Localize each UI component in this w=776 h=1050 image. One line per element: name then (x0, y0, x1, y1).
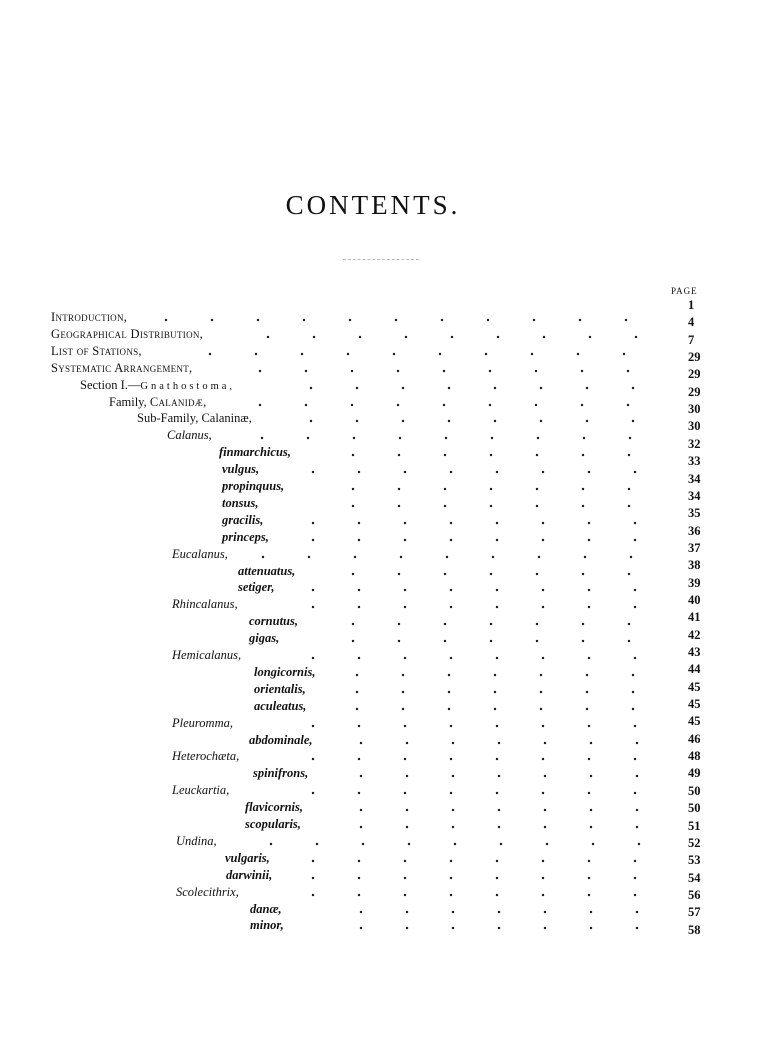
toc-entry-title: Rhincalanus, (172, 597, 238, 612)
toc-entry-title: gracilis, (222, 512, 264, 527)
page-number: 29 (688, 367, 701, 382)
dot-leader (290, 856, 664, 866)
toc-entry-title: Leuckartia, (172, 783, 230, 798)
dot-leader (338, 907, 664, 917)
toc-entry-title: scopularis, (245, 817, 301, 831)
toc-entry-label (253, 766, 308, 781)
page-number: 41 (688, 610, 701, 625)
toc-entry-title: princeps, (222, 529, 269, 544)
page-number: 49 (688, 766, 701, 781)
dot-leader (290, 585, 664, 595)
page-number: 34 (688, 488, 701, 503)
toc-entry-label (222, 479, 284, 494)
page-number: 45 (688, 697, 701, 712)
page-number: 30 (688, 419, 701, 434)
toc-entry-label (172, 749, 239, 764)
page-title: CONTENTS. (285, 190, 461, 220)
toc-entry-title: Undina, (176, 833, 217, 848)
dot-leader (288, 416, 664, 426)
page-number: 35 (688, 506, 701, 521)
toc-entry-title: minor, (250, 918, 284, 933)
toc-entry-label (167, 428, 212, 443)
dot-leader (330, 484, 664, 494)
toc-entry-label (51, 310, 127, 325)
page-number: 4 (688, 315, 695, 330)
toc-entry-label (176, 885, 239, 900)
page-number: 48 (688, 749, 701, 764)
toc-entry-label (176, 834, 217, 849)
toc-entry-label (222, 530, 269, 545)
toc-entry-label (172, 783, 229, 798)
page-number: 57 (688, 905, 701, 920)
toc-entry-label (219, 445, 291, 460)
toc-entry-title: Heterochæta, (172, 749, 240, 764)
dot-leader (240, 552, 664, 562)
toc-entry-label (80, 378, 235, 393)
page-number: 36 (688, 523, 701, 538)
dot-leader (290, 721, 664, 731)
page-number: 52 (688, 835, 701, 850)
page-number: 38 (688, 558, 701, 573)
toc-entry-label (254, 699, 306, 714)
toc-entry-title: vulgus, (222, 462, 260, 477)
dot-leader (248, 839, 664, 849)
dot-leader (187, 349, 664, 359)
dot-leader (334, 670, 664, 680)
title-rule (343, 259, 419, 261)
toc-entry-label (238, 580, 274, 595)
toc-entry-title: danæ, (250, 901, 282, 916)
toc-entry-label (222, 462, 259, 477)
page-number: 40 (688, 592, 701, 607)
page-number: 46 (688, 731, 701, 746)
page-number: 53 (688, 853, 701, 868)
dot-leader (334, 704, 664, 714)
page-number: 7 (688, 332, 695, 347)
toc-entry-title: Scolecithrix, (176, 884, 239, 899)
dot-leader (330, 569, 664, 579)
toc-entry-title: List of Stations, (51, 343, 142, 358)
page-number: 45 (688, 679, 701, 694)
toc-entry-title: Systematic Arrangement, (51, 360, 193, 375)
toc-entry-label (172, 597, 238, 612)
toc-entry-label (51, 327, 203, 342)
dot-leader (290, 518, 664, 528)
dot-leader (290, 467, 664, 477)
toc-entry-title: vulgaris, (225, 850, 270, 865)
page-number: 34 (688, 471, 701, 486)
dot-leader (338, 923, 664, 933)
dot-leader (143, 315, 664, 325)
toc-entry-title: longicornis, (254, 664, 316, 679)
toc-entry-label (238, 564, 295, 579)
dot-leader (290, 754, 664, 764)
toc-entry-label (254, 665, 315, 680)
dot-leader (338, 805, 664, 815)
toc-entry-title: Calanus, (167, 428, 212, 443)
dot-leader (338, 771, 664, 781)
dot-leader (330, 501, 664, 511)
dot-leader (237, 400, 664, 410)
page-number: 51 (688, 818, 701, 833)
toc-entry-title: Hemicalanus, (172, 648, 242, 662)
toc-entry-title: abdominale, (249, 732, 313, 747)
page-number: 33 (688, 454, 701, 469)
dot-leader (290, 890, 664, 900)
toc-entry-title: Eucalanus, (172, 546, 228, 561)
toc-entry-title: darwinii, (226, 867, 273, 882)
toc-entry-label (250, 918, 284, 933)
dot-leader (330, 619, 664, 629)
toc-entry-label (249, 733, 313, 748)
toc-entry-title: flavicornis, (245, 800, 303, 815)
toc-entry-label (222, 513, 263, 528)
toc-entry-label (172, 648, 241, 663)
toc-entry-label (245, 817, 301, 832)
page-number: 1 (688, 298, 695, 312)
toc-entry-label (249, 631, 279, 646)
toc-entry-prefix: Family, (109, 394, 150, 409)
toc-entry-title: propinquus, (222, 479, 285, 493)
toc-entry-label (51, 344, 142, 359)
toc-entry-title: Gnathostoma, (140, 380, 236, 392)
toc-entry-label (137, 411, 252, 426)
page-number: 44 (688, 662, 701, 677)
toc-entry-label (51, 361, 192, 376)
page-number: 29 (688, 384, 701, 399)
page-number: 56 (688, 887, 701, 902)
dot-leader (290, 602, 664, 612)
dot-leader (334, 687, 664, 697)
page-number: 30 (688, 402, 701, 417)
toc-entry-title: attenuatus, (238, 563, 296, 578)
dot-leader (330, 450, 664, 460)
page-number: 32 (688, 436, 701, 451)
page-number: 45 (688, 714, 701, 729)
page-number: 43 (688, 645, 701, 659)
toc-entry-title: Sub-Family, Calaninæ, (137, 411, 252, 426)
toc-entry-label (109, 395, 207, 410)
page-column-header: PAGE (671, 286, 698, 296)
page-number: 50 (688, 783, 701, 798)
toc-entry-label (254, 682, 306, 697)
toc-entry-title: Pleuromma, (172, 715, 233, 730)
toc-entry-title: orientalis, (254, 681, 306, 696)
toc-entry-label (222, 496, 258, 511)
toc-entry-title: Calanidæ, (149, 394, 207, 409)
toc-entry-title: setiger, (238, 580, 275, 595)
toc-entry-title: finmarchicus, (219, 445, 291, 460)
page-number: 54 (688, 870, 701, 885)
toc-entry-title: Geographical Distribution, (51, 326, 204, 341)
dot-leader (330, 636, 664, 646)
dot-leader (290, 653, 664, 663)
dot-leader (338, 738, 664, 748)
page-number: 39 (688, 575, 701, 590)
dot-leader (239, 433, 664, 443)
toc-entry-label (226, 868, 272, 883)
dot-leader (237, 366, 664, 376)
toc-entry-label (225, 851, 270, 866)
toc-entry-label (250, 902, 282, 917)
page-number: 29 (688, 350, 701, 365)
dot-leader (245, 332, 664, 342)
toc-entry-label (245, 800, 303, 815)
page-number: 58 (688, 922, 701, 937)
toc-entry-prefix: Section I.— (80, 377, 141, 392)
toc-entry-title: gigas, (249, 631, 280, 646)
dot-leader (290, 788, 664, 798)
page-number: 42 (688, 627, 701, 642)
toc-entry-title: tonsus, (222, 495, 259, 510)
toc-entry-title: spinifrons, (253, 766, 309, 781)
toc-entry-label (249, 614, 298, 629)
page-number: 50 (688, 801, 701, 816)
toc-entry-label (172, 716, 233, 731)
toc-entry-title: aculeatus, (254, 698, 307, 713)
toc-entry-label (172, 547, 228, 562)
dot-leader (290, 873, 664, 883)
page-number: 37 (688, 540, 701, 555)
toc-entry-title: Introduction, (51, 310, 128, 324)
dot-leader (290, 535, 664, 545)
dot-leader (338, 822, 664, 832)
dot-leader (288, 383, 664, 393)
toc-entry-title: cornutus, (249, 614, 298, 629)
